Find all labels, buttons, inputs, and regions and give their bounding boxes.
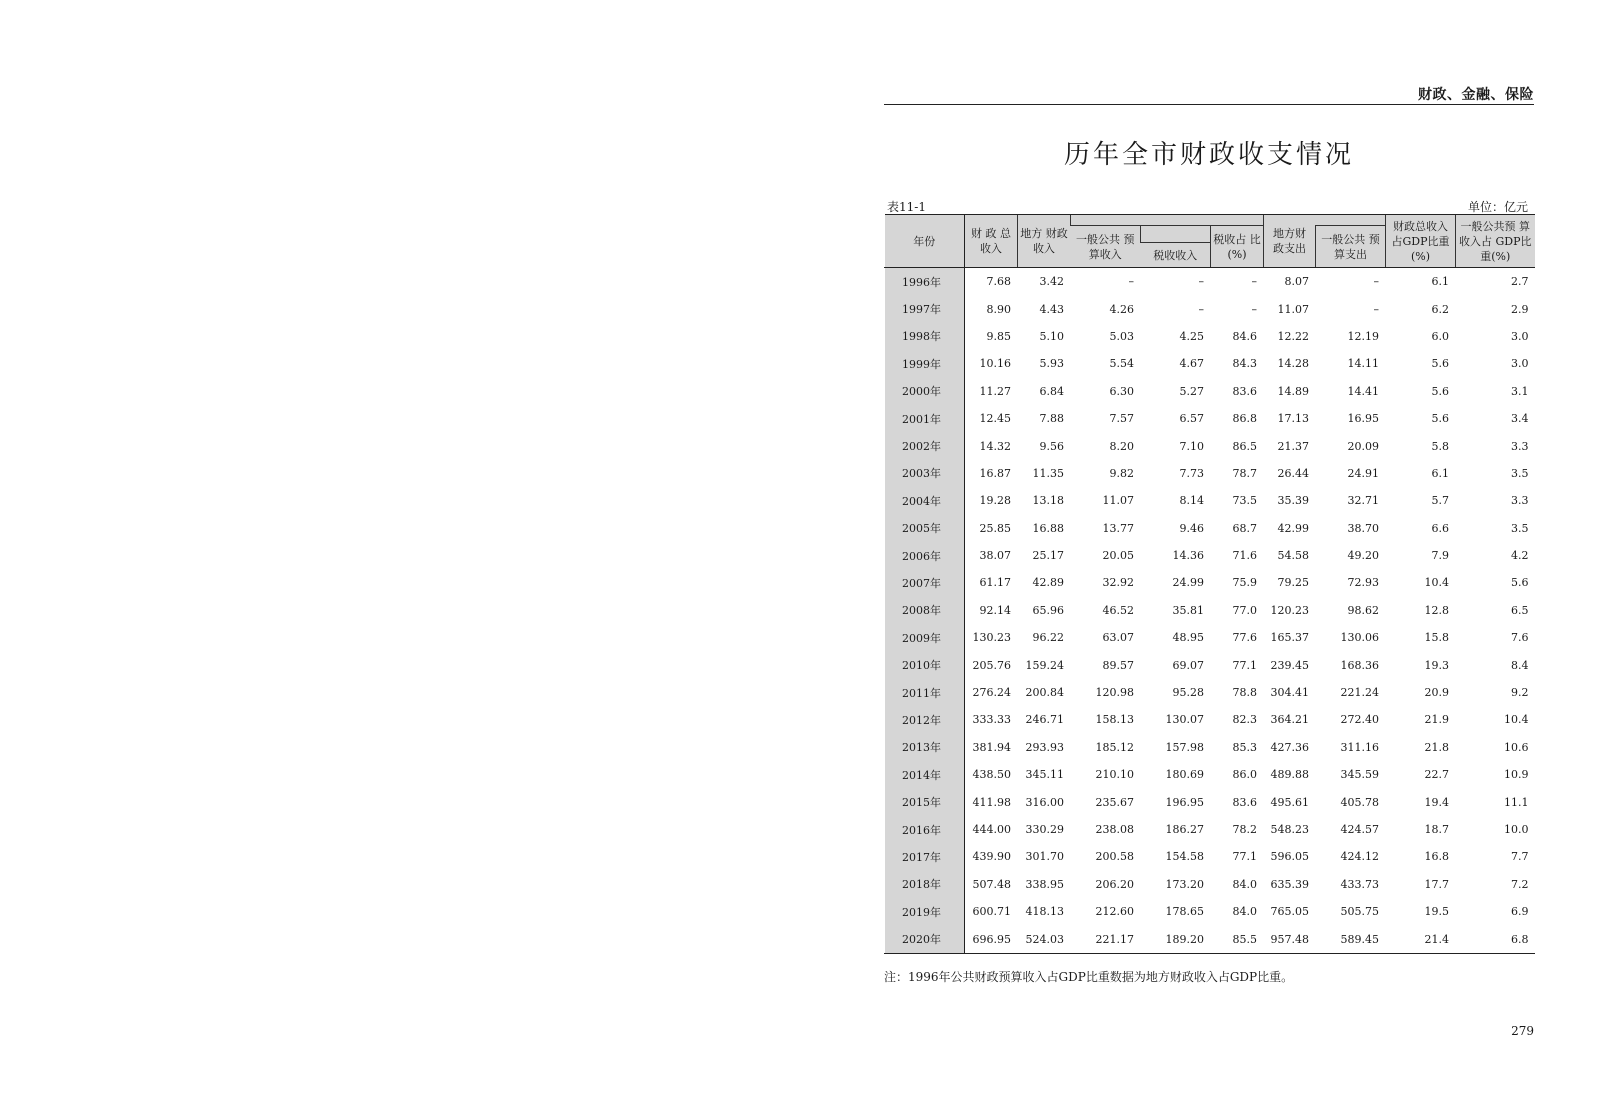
- total-revenue-cell: 130.23: [972, 631, 1011, 645]
- general-budget-revenue-cell: 63.07: [1102, 631, 1134, 645]
- general-budget-expenditure-cell: 424.12: [1340, 850, 1380, 864]
- general-budget-revenue-cell: 9.82: [1109, 466, 1134, 480]
- budget-revenue-gdp-ratio-cell: 10.9: [1504, 768, 1529, 782]
- general-budget-revenue-cell: 158.13: [1095, 713, 1134, 727]
- tax-revenue-cell: 4.25: [1179, 329, 1204, 343]
- general-budget-revenue-cell: 11.07: [1102, 494, 1134, 508]
- total-revenue-cell: 600.71: [972, 905, 1011, 919]
- year-cell: 1998年: [885, 323, 965, 350]
- revenue-gdp-ratio-cell: 10.4: [1424, 576, 1450, 590]
- tax-revenue-cell: 4.67: [1179, 357, 1204, 371]
- budget-revenue-gdp-ratio-cell: 6.9: [1511, 905, 1529, 919]
- unit-label: 单位：亿元: [1467, 200, 1528, 214]
- local-expenditure-cell: 548.23: [1270, 823, 1310, 836]
- page-title: 历年全市财政收支情况: [1063, 140, 1354, 170]
- page-number: 279: [1511, 1024, 1534, 1038]
- tax-revenue-cell: 7.10: [1179, 439, 1204, 453]
- table-row: [885, 679, 1535, 706]
- table-row: [885, 405, 1535, 432]
- general-budget-revenue-cell: 89.57: [1102, 658, 1134, 672]
- local-revenue-cell: 301.70: [1025, 850, 1064, 864]
- local-revenue-cell: 25.17: [1032, 549, 1064, 563]
- local-revenue-cell: 330.29: [1025, 823, 1064, 836]
- general-budget-expenditure-cell: –: [1373, 275, 1380, 289]
- tax-share-cell: 83.6: [1232, 795, 1258, 809]
- tax-revenue-cell: 6.57: [1179, 412, 1204, 426]
- total-revenue-cell: 439.90: [972, 850, 1011, 864]
- table-row: [885, 323, 1535, 350]
- local-expenditure-cell: 427.36: [1270, 740, 1310, 754]
- budget-revenue-gdp-ratio-cell: 6.5: [1511, 603, 1529, 617]
- local-revenue-cell: 345.11: [1025, 768, 1064, 782]
- table-row: [885, 569, 1535, 596]
- year-cell: 2008年: [885, 597, 965, 624]
- local-expenditure-cell: 26.44: [1277, 466, 1310, 480]
- table-row: [885, 816, 1535, 843]
- revenue-gdp-ratio-cell: 6.1: [1431, 275, 1450, 289]
- revenue-gdp-ratio-cell: 22.7: [1424, 768, 1450, 782]
- year-cell: 2015年: [885, 788, 965, 815]
- total-revenue-cell: 16.87: [979, 466, 1011, 480]
- year-cell: 1999年: [885, 350, 965, 377]
- local-expenditure-cell: 489.88: [1270, 768, 1310, 782]
- revenue-gdp-ratio-cell: 19.5: [1424, 905, 1450, 919]
- revenue-gdp-ratio-cell: 6.6: [1431, 521, 1450, 535]
- local-revenue-cell: 246.71: [1025, 713, 1064, 727]
- tax-share-cell: 68.7: [1232, 521, 1258, 535]
- total-revenue-cell: 7.68: [986, 275, 1011, 289]
- fiscal-table-container: [884, 214, 1534, 954]
- general-budget-expenditure-cell: 12.19: [1347, 329, 1380, 343]
- year-cell: 2001年: [885, 405, 965, 432]
- tax-share-cell: 75.9: [1232, 576, 1258, 590]
- budget-revenue-gdp-ratio-cell: 3.0: [1511, 357, 1529, 371]
- tax-share-cell: 82.3: [1232, 713, 1258, 727]
- budget-revenue-gdp-ratio-cell: 10.6: [1504, 740, 1529, 754]
- table-code: 表11-1: [887, 200, 926, 214]
- col-header-tax-share: 税收占 比(%): [1211, 226, 1264, 268]
- revenue-gdp-ratio-cell: 5.8: [1431, 439, 1450, 453]
- general-budget-revenue-cell: 13.77: [1102, 521, 1134, 535]
- budget-revenue-gdp-ratio-cell: 6.8: [1456, 925, 1535, 953]
- tax-share-cell: 78.8: [1232, 686, 1258, 700]
- year-cell: 2002年: [885, 432, 965, 459]
- tax-revenue-cell: 186.27: [1165, 823, 1204, 836]
- general-budget-expenditure-cell: 505.75: [1340, 905, 1380, 919]
- table-row: [885, 788, 1535, 815]
- year-cell: 2004年: [885, 487, 965, 514]
- local-revenue-cell: 5.10: [1039, 329, 1064, 343]
- year-cell: 2009年: [885, 624, 965, 651]
- fiscal-table-body: [885, 268, 1535, 954]
- general-budget-expenditure-cell: 345.59: [1340, 768, 1380, 782]
- general-budget-expenditure-cell: 589.45: [1316, 925, 1386, 953]
- revenue-gdp-ratio-cell: 15.8: [1424, 631, 1450, 645]
- year-cell: 2005年: [885, 515, 965, 542]
- total-revenue-cell: 696.95: [965, 925, 1018, 953]
- table-row: [885, 734, 1535, 761]
- revenue-gdp-ratio-cell: 17.7: [1424, 877, 1450, 891]
- local-expenditure-cell: 17.13: [1277, 412, 1310, 426]
- tax-revenue-cell: 24.99: [1172, 576, 1204, 590]
- total-revenue-cell: 333.33: [972, 713, 1011, 727]
- revenue-gdp-ratio-cell: 21.8: [1424, 740, 1450, 754]
- local-revenue-cell: 338.95: [1025, 877, 1064, 891]
- year-cell: 1997年: [885, 295, 965, 322]
- revenue-gdp-ratio-cell: 6.2: [1431, 302, 1450, 316]
- total-revenue-cell: 205.76: [972, 658, 1011, 672]
- table-row: [885, 871, 1535, 898]
- general-budget-expenditure-cell: 38.70: [1347, 521, 1380, 535]
- local-expenditure-cell: 165.37: [1270, 631, 1310, 645]
- tax-share-cell: 84.6: [1232, 329, 1258, 343]
- general-budget-revenue-cell: 8.20: [1109, 439, 1134, 453]
- general-budget-expenditure-cell: 72.93: [1347, 576, 1380, 590]
- tax-share-cell: –: [1251, 275, 1258, 289]
- table-row: [885, 898, 1535, 925]
- general-budget-expenditure-cell: 14.41: [1347, 384, 1380, 398]
- budget-revenue-gdp-ratio-cell: 3.5: [1511, 466, 1529, 480]
- general-budget-revenue-cell: 120.98: [1095, 686, 1134, 700]
- budget-revenue-gdp-ratio-cell: 4.2: [1511, 549, 1529, 563]
- tax-revenue-cell: 9.46: [1179, 521, 1204, 535]
- tax-share-cell: 78.2: [1232, 823, 1258, 836]
- general-budget-revenue-cell: 235.67: [1095, 795, 1134, 809]
- local-expenditure-cell: 635.39: [1270, 877, 1310, 891]
- budget-revenue-gdp-ratio-cell: 7.2: [1511, 877, 1529, 891]
- general-budget-revenue-cell: 5.03: [1109, 329, 1134, 343]
- local-expenditure-cell: 8.07: [1284, 275, 1310, 289]
- budget-revenue-gdp-ratio-cell: 10.0: [1504, 823, 1529, 836]
- year-cell: 2014年: [885, 761, 965, 788]
- budget-revenue-gdp-ratio-cell: 11.1: [1504, 795, 1529, 809]
- year-cell: 2020年: [885, 925, 965, 953]
- tax-share-cell: 83.6: [1232, 384, 1258, 398]
- general-budget-expenditure-cell: 20.09: [1347, 439, 1380, 453]
- general-budget-expenditure-cell: 168.36: [1340, 658, 1380, 672]
- local-revenue-cell: 200.84: [1025, 686, 1064, 700]
- tax-share-cell: 73.5: [1232, 494, 1258, 508]
- table-row: [885, 378, 1535, 405]
- table-row: [885, 460, 1535, 487]
- year-cell: 2000年: [885, 378, 965, 405]
- general-budget-expenditure-cell: 221.24: [1340, 686, 1380, 700]
- local-revenue-cell: 7.88: [1039, 412, 1064, 426]
- year-cell: 2019年: [885, 898, 965, 925]
- total-revenue-cell: 438.50: [972, 768, 1011, 782]
- tax-revenue-cell: 130.07: [1165, 713, 1204, 727]
- tax-revenue-cell: 14.36: [1172, 549, 1204, 563]
- tax-share-cell: 84.0: [1232, 877, 1258, 891]
- revenue-gdp-ratio-cell: 19.4: [1424, 795, 1450, 809]
- local-revenue-cell: 4.43: [1039, 302, 1064, 316]
- col-header-total-revenue: 财 政 总收入: [965, 215, 1018, 268]
- tax-revenue-cell: 178.65: [1165, 905, 1204, 919]
- total-revenue-cell: 61.17: [979, 576, 1011, 590]
- general-budget-expenditure-cell: 24.91: [1347, 466, 1380, 480]
- table-row: [885, 651, 1535, 678]
- local-expenditure-cell: 42.99: [1277, 521, 1310, 535]
- year-cell: 1996年: [885, 268, 965, 296]
- revenue-gdp-ratio-cell: 7.9: [1431, 549, 1450, 563]
- tax-share-cell: 77.1: [1232, 850, 1258, 864]
- tax-share-cell: –: [1251, 302, 1258, 316]
- local-expenditure-cell: 120.23: [1270, 603, 1310, 617]
- local-expenditure-cell: 21.37: [1277, 439, 1310, 453]
- col-header-general-budget-revenue: 一般公共 预算收入: [1071, 226, 1141, 268]
- tax-revenue-cell: 173.20: [1165, 877, 1204, 891]
- local-expenditure-cell: 54.58: [1277, 549, 1310, 563]
- general-budget-revenue-cell: 46.52: [1102, 603, 1134, 617]
- tax-revenue-cell: –: [1198, 275, 1204, 289]
- general-budget-revenue-cell: –: [1128, 275, 1134, 289]
- revenue-gdp-ratio-cell: 5.6: [1431, 384, 1450, 398]
- local-revenue-cell: 13.18: [1032, 494, 1064, 508]
- section-header: 财政、金融、保险: [1418, 87, 1534, 103]
- col-header-general-budget-expenditure: 一般公共 预算支出: [1316, 226, 1386, 268]
- general-budget-expenditure-cell: 98.62: [1347, 603, 1380, 617]
- revenue-gdp-ratio-cell: 6.1: [1431, 466, 1450, 480]
- table-row: [885, 295, 1535, 322]
- year-cell: 2017年: [885, 843, 965, 870]
- total-revenue-cell: 19.28: [979, 494, 1011, 508]
- total-revenue-cell: 9.85: [986, 329, 1011, 343]
- budget-revenue-gdp-ratio-cell: 3.0: [1511, 329, 1529, 343]
- local-revenue-cell: 65.96: [1032, 603, 1064, 617]
- tax-revenue-cell: 180.69: [1165, 768, 1204, 782]
- col-header-revenue-gdp-ratio: 财政总收入 占GDP比重 (%): [1386, 215, 1456, 268]
- local-revenue-cell: 6.84: [1039, 384, 1064, 398]
- year-cell: 2011年: [885, 679, 965, 706]
- budget-revenue-gdp-ratio-cell: 3.4: [1511, 412, 1529, 426]
- col-header-local-revenue: 地方 财政 收入: [1018, 215, 1071, 268]
- budget-revenue-gdp-ratio-cell: 3.3: [1511, 439, 1529, 453]
- general-budget-revenue-cell: 210.10: [1095, 768, 1134, 782]
- total-revenue-cell: 38.07: [979, 549, 1011, 563]
- revenue-gdp-ratio-cell: 5.6: [1431, 412, 1450, 426]
- general-budget-expenditure-cell: 14.11: [1347, 357, 1380, 371]
- year-cell: 2003年: [885, 460, 965, 487]
- budget-revenue-gdp-ratio-cell: 3.5: [1511, 521, 1529, 535]
- table-row: [885, 350, 1535, 377]
- table-row: [885, 843, 1535, 870]
- table-row: [885, 624, 1535, 651]
- local-revenue-cell: 16.88: [1032, 521, 1064, 535]
- header-rule: [884, 104, 1534, 105]
- tax-share-cell: 86.5: [1232, 439, 1258, 453]
- tax-revenue-cell: 154.58: [1165, 850, 1204, 864]
- local-expenditure-cell: 79.25: [1277, 576, 1310, 590]
- local-revenue-cell: 9.56: [1039, 439, 1064, 453]
- budget-revenue-gdp-ratio-cell: 10.4: [1504, 713, 1529, 727]
- table-row: [885, 925, 1535, 953]
- local-revenue-cell: 418.13: [1025, 905, 1064, 919]
- year-cell: 2018年: [885, 871, 965, 898]
- year-cell: 2016年: [885, 816, 965, 843]
- local-expenditure-cell: 596.05: [1270, 850, 1310, 864]
- revenue-gdp-ratio-cell: 21.4: [1386, 925, 1456, 953]
- general-budget-expenditure-cell: 16.95: [1347, 412, 1380, 426]
- total-revenue-cell: 14.32: [979, 439, 1011, 453]
- local-expenditure-cell: 11.07: [1277, 302, 1310, 316]
- total-revenue-cell: 507.48: [972, 877, 1011, 891]
- col-header-expenditure-spacer: [1316, 215, 1386, 226]
- tax-share-cell: 77.0: [1232, 603, 1258, 617]
- tax-share-cell: 77.6: [1232, 631, 1258, 645]
- total-revenue-cell: 411.98: [972, 795, 1011, 809]
- total-revenue-cell: 12.45: [979, 412, 1011, 426]
- col-header-group-spacer: [1071, 215, 1264, 226]
- tax-share-cell: 71.6: [1232, 549, 1258, 563]
- total-revenue-cell: 11.27: [979, 384, 1011, 398]
- tax-revenue-cell: 69.07: [1172, 658, 1204, 672]
- year-cell: 2006年: [885, 542, 965, 569]
- local-revenue-cell: 5.93: [1039, 357, 1064, 371]
- general-budget-revenue-cell: 212.60: [1095, 905, 1134, 919]
- local-expenditure-cell: 495.61: [1270, 795, 1310, 809]
- total-revenue-cell: 92.14: [979, 603, 1011, 617]
- general-budget-revenue-cell: 4.26: [1109, 302, 1134, 316]
- general-budget-expenditure-cell: 49.20: [1347, 549, 1380, 563]
- total-revenue-cell: 276.24: [972, 686, 1011, 700]
- revenue-gdp-ratio-cell: 5.7: [1431, 494, 1450, 508]
- general-budget-revenue-cell: 6.30: [1109, 384, 1134, 398]
- local-revenue-cell: 11.35: [1032, 466, 1064, 480]
- general-budget-revenue-cell: 238.08: [1095, 823, 1134, 836]
- year-cell: 2012年: [885, 706, 965, 733]
- year-cell: 2013年: [885, 734, 965, 761]
- tax-share-cell: 85.3: [1232, 740, 1258, 754]
- tax-revenue-cell: 35.81: [1172, 603, 1204, 617]
- general-budget-expenditure-cell: 433.73: [1340, 877, 1380, 891]
- budget-revenue-gdp-ratio-cell: 7.7: [1511, 850, 1529, 864]
- revenue-gdp-ratio-cell: 16.8: [1424, 850, 1450, 864]
- local-expenditure-cell: 12.22: [1277, 329, 1310, 343]
- tax-revenue-cell: 5.27: [1179, 384, 1204, 398]
- total-revenue-cell: 10.16: [979, 357, 1011, 371]
- table-row: [885, 515, 1535, 542]
- local-expenditure-cell: 364.21: [1270, 713, 1310, 727]
- local-revenue-cell: 524.03: [1018, 925, 1071, 953]
- revenue-gdp-ratio-cell: 6.0: [1431, 329, 1450, 343]
- general-budget-expenditure-cell: 405.78: [1340, 795, 1380, 809]
- local-expenditure-cell: 14.28: [1277, 357, 1310, 371]
- revenue-gdp-ratio-cell: 20.9: [1424, 686, 1450, 700]
- general-budget-revenue-cell: 7.57: [1109, 412, 1134, 426]
- revenue-gdp-ratio-cell: 5.6: [1431, 357, 1450, 371]
- tax-share-cell: 86.8: [1232, 412, 1258, 426]
- local-expenditure-cell: 957.48: [1264, 925, 1316, 953]
- general-budget-revenue-cell: 221.17: [1071, 925, 1141, 953]
- general-budget-expenditure-cell: 424.57: [1340, 823, 1380, 836]
- revenue-gdp-ratio-cell: 21.9: [1424, 713, 1450, 727]
- tax-share-cell: 85.5: [1211, 925, 1264, 953]
- tax-share-cell: 84.3: [1232, 357, 1258, 371]
- local-revenue-cell: 316.00: [1025, 795, 1064, 809]
- budget-revenue-gdp-ratio-cell: 2.9: [1511, 302, 1529, 316]
- table-row: [885, 542, 1535, 569]
- tax-share-cell: 77.1: [1232, 658, 1258, 672]
- tax-revenue-cell: 7.73: [1179, 466, 1204, 480]
- table-row: [885, 597, 1535, 624]
- local-revenue-cell: 159.24: [1025, 658, 1064, 672]
- general-budget-revenue-cell: 5.54: [1109, 357, 1134, 371]
- general-budget-expenditure-cell: 130.06: [1340, 631, 1380, 645]
- tax-revenue-cell: 8.14: [1179, 494, 1204, 508]
- col-header-year: 年份: [885, 215, 965, 268]
- table-row: [885, 706, 1535, 733]
- revenue-gdp-ratio-cell: 18.7: [1424, 823, 1450, 836]
- general-budget-expenditure-cell: 311.16: [1340, 740, 1380, 754]
- budget-revenue-gdp-ratio-cell: 7.6: [1511, 631, 1529, 645]
- col-header-tax-spacer: [1141, 226, 1211, 243]
- local-expenditure-cell: 14.89: [1277, 384, 1310, 398]
- general-budget-revenue-cell: 200.58: [1095, 850, 1134, 864]
- budget-revenue-gdp-ratio-cell: 3.1: [1511, 384, 1529, 398]
- col-header-local-expenditure: 地方财 政支出: [1264, 215, 1316, 268]
- general-budget-revenue-cell: 185.12: [1095, 740, 1134, 754]
- general-budget-revenue-cell: 206.20: [1095, 877, 1134, 891]
- tax-revenue-cell: 157.98: [1165, 740, 1204, 754]
- local-expenditure-cell: 239.45: [1270, 658, 1310, 672]
- local-expenditure-cell: 304.41: [1270, 686, 1310, 700]
- tax-revenue-cell: 95.28: [1172, 686, 1204, 700]
- table-note: 注：1996年公共财政预算收入占GDP比重数据为地方财政收入占GDP比重。: [884, 970, 1294, 984]
- total-revenue-cell: 444.00: [972, 823, 1011, 836]
- local-revenue-cell: 293.93: [1025, 740, 1064, 754]
- budget-revenue-gdp-ratio-cell: 9.2: [1511, 686, 1529, 700]
- tax-revenue-cell: 189.20: [1141, 925, 1211, 953]
- general-budget-expenditure-cell: 32.71: [1347, 494, 1380, 508]
- tax-share-cell: 84.0: [1232, 905, 1258, 919]
- general-budget-expenditure-cell: –: [1373, 302, 1380, 316]
- year-cell: 2007年: [885, 569, 965, 596]
- revenue-gdp-ratio-cell: 12.8: [1424, 603, 1450, 617]
- revenue-gdp-ratio-cell: 19.3: [1424, 658, 1450, 672]
- budget-revenue-gdp-ratio-cell: 2.7: [1511, 275, 1529, 289]
- total-revenue-cell: 8.90: [986, 302, 1011, 316]
- budget-revenue-gdp-ratio-cell: 5.6: [1511, 576, 1529, 590]
- general-budget-revenue-cell: 32.92: [1102, 576, 1134, 590]
- budget-revenue-gdp-ratio-cell: 8.4: [1511, 658, 1529, 672]
- tax-revenue-cell: 196.95: [1165, 795, 1204, 809]
- col-header-tax-revenue: 税收收入: [1141, 243, 1211, 268]
- total-revenue-cell: 25.85: [979, 521, 1011, 535]
- tax-revenue-cell: –: [1198, 302, 1204, 316]
- table-row: [885, 761, 1535, 788]
- tax-revenue-cell: 48.95: [1172, 631, 1204, 645]
- local-expenditure-cell: 35.39: [1277, 494, 1310, 508]
- table-row: [885, 268, 1535, 296]
- year-cell: 2010年: [885, 651, 965, 678]
- tax-share-cell: 86.0: [1232, 768, 1258, 782]
- general-budget-revenue-cell: 20.05: [1102, 549, 1134, 563]
- local-expenditure-cell: 765.05: [1270, 905, 1310, 919]
- col-header-budget-revenue-gdp-ratio: 一般公共预 算收入占 GDP比重(%): [1456, 215, 1535, 268]
- local-revenue-cell: 42.89: [1032, 576, 1064, 590]
- table-row: [885, 432, 1535, 459]
- fiscal-table: [884, 214, 1535, 954]
- general-budget-expenditure-cell: 272.40: [1340, 713, 1380, 727]
- local-revenue-cell: 96.22: [1032, 631, 1064, 645]
- budget-revenue-gdp-ratio-cell: 3.3: [1511, 494, 1529, 508]
- tax-share-cell: 78.7: [1232, 466, 1258, 480]
- table-row: [885, 487, 1535, 514]
- total-revenue-cell: 381.94: [972, 740, 1011, 754]
- local-revenue-cell: 3.42: [1039, 275, 1064, 289]
